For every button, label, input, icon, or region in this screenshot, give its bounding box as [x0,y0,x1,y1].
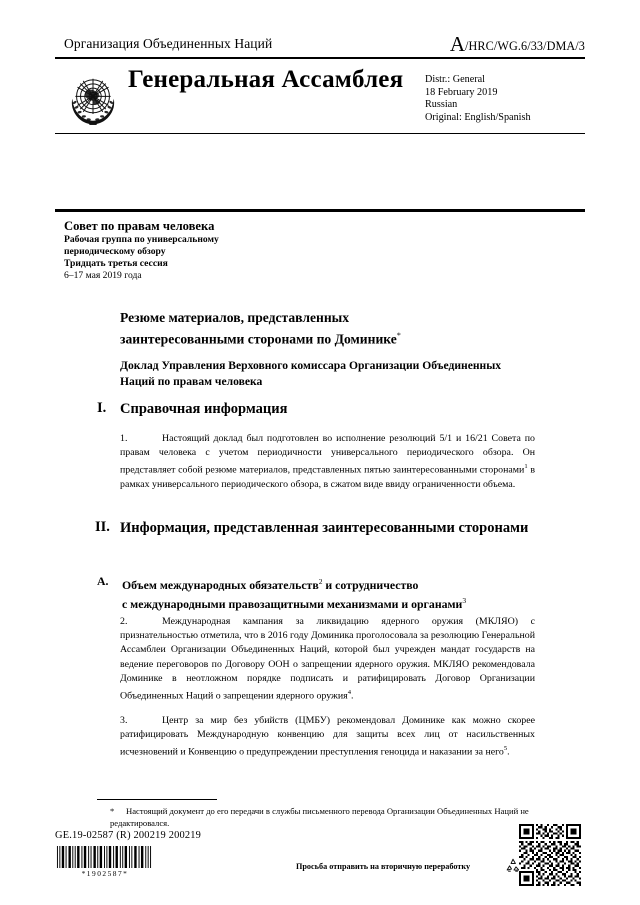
paragraph-2-footref: 4 [347,689,351,697]
paragraph-3-number: 3. [120,715,128,726]
session-number: Тридцать третья сессия [64,258,168,269]
subsection-heading-a-part3: с международными правозащитными механизмами и органами [122,597,463,612]
page-title [120,309,520,348]
footnote-separator [97,799,217,800]
paragraph-1 [120,432,535,492]
paragraph-2-text-b: . [351,690,354,702]
subsection-heading-a-sup1: 2 [318,577,323,586]
footnote [110,806,530,829]
document-code: GE.19-02587 (R) 200219 200219 [55,830,202,841]
paragraph-1-text-b: в рамках универсального периодического обзора, в сжатом виде ввиду ограниченности объема. [120,464,535,490]
paragraph-1-number: 1. [120,433,128,444]
section-heading-2: Информация, представленная заинтересованными сторонами [120,520,529,536]
title-footnote-marker: * [396,330,401,340]
council-name: Совет по правам человека [64,219,215,233]
document-symbol [450,34,585,55]
paragraph-2-number: 2. [120,616,128,627]
footnote-text: Настоящий документ до его передачи в службы письменного перевода Организации Объединенных Наций не редактировался. [110,806,529,828]
subsection-number-a: A. [97,574,109,588]
subsection-heading-a-part2: и сотрудничество [322,577,419,592]
paragraph-1-text-a: Настоящий доклад был подготовлен во исполнение резолюций 5/1 и 16/21 Совета по правам человека с учетом периодичности универсального периодического обзора. Он представляет собой резюме материалов, представленных пятью заинтересованными сторонами [120,433,535,476]
header-rule-bottom [55,133,585,134]
qr-code [519,824,581,886]
paragraph-1-footref: 1 [524,463,528,471]
paragraph-3 [120,714,535,760]
recycle-notice: Просьба отправить на вторичную переработку [296,862,471,871]
paragraph-3-footref: 5 [503,745,508,753]
distribution-date: 18 February 2019 [425,86,498,98]
paragraph-3-text-a: Центр за мир без убийств (ЦМБУ) рекомендовал Доминике как можно скорее ратифицировать Международную конвенцию для защиты всех лиц от насильственных исчезновений и Конвенцию о предупреждении преступления геноцида и наказании за него [120,715,535,758]
general-assembly-title: Генеральная Ассамблея [128,66,404,93]
council-block [64,219,394,282]
subsection-heading-a-part1: Объем международных обязательств [122,577,319,592]
session-dates: 6–17 мая 2019 года [64,270,142,281]
distribution-original: Original: English/Spanish [425,111,531,123]
working-group-line2: периодическому обзору [64,246,166,257]
paragraph-3-text-b: . [507,746,510,758]
distribution-block [425,74,531,124]
header-rule-top [55,57,585,59]
page-title-line1: Резюме материалов, представленных [120,310,350,325]
paragraph-2-text-a: Международная кампания за ликвидацию ядерного оружия (МКЛЯО) с признательностью отметила, что в 2016 году Доминика проголосовала за резолюцию Генеральной Ассамблеи Организации Объединенных Наций, которой был учрежден мандат государств на ведение переговоров по Договору ООН о запрещении ядерного оружия. МКЛЯО рекомендовала Доминике в неотложном порядке подписать и ратифицировать Договор Организации Объединенных Наций о запрещении ядерного оружия [120,616,535,702]
paragraph-2 [120,615,535,704]
barcode-image [56,846,152,868]
distribution-type: Distr.: General [425,74,485,85]
page-title-line2: заинтересованными сторонами по Доминике [120,331,397,347]
section-number-2: II. [95,519,110,535]
section-number-1: I. [97,400,107,416]
subsection-heading-a [122,574,537,613]
subsection-heading-a-sup2: 3 [462,596,467,606]
page-subtitle: Доклад Управления Верховного комиссара Организации Объединенных Наций по правам человека [120,359,502,388]
working-group-line1: Рабочая группа по универсальному [64,234,219,245]
footnote-marker: * [110,806,115,816]
barcode-text: *1902587* [81,869,129,878]
document-symbol-prefix: A [449,32,466,56]
un-emblem-icon [62,72,124,128]
organization-name: Организация Объединенных Наций [64,36,273,51]
distribution-language: Russian [425,99,458,111]
section-heading-1: Справочная информация [120,401,288,417]
section-divider-rule [55,209,585,212]
document-symbol-rest: /HRC/WG.6/33/DMA/3 [465,39,585,53]
